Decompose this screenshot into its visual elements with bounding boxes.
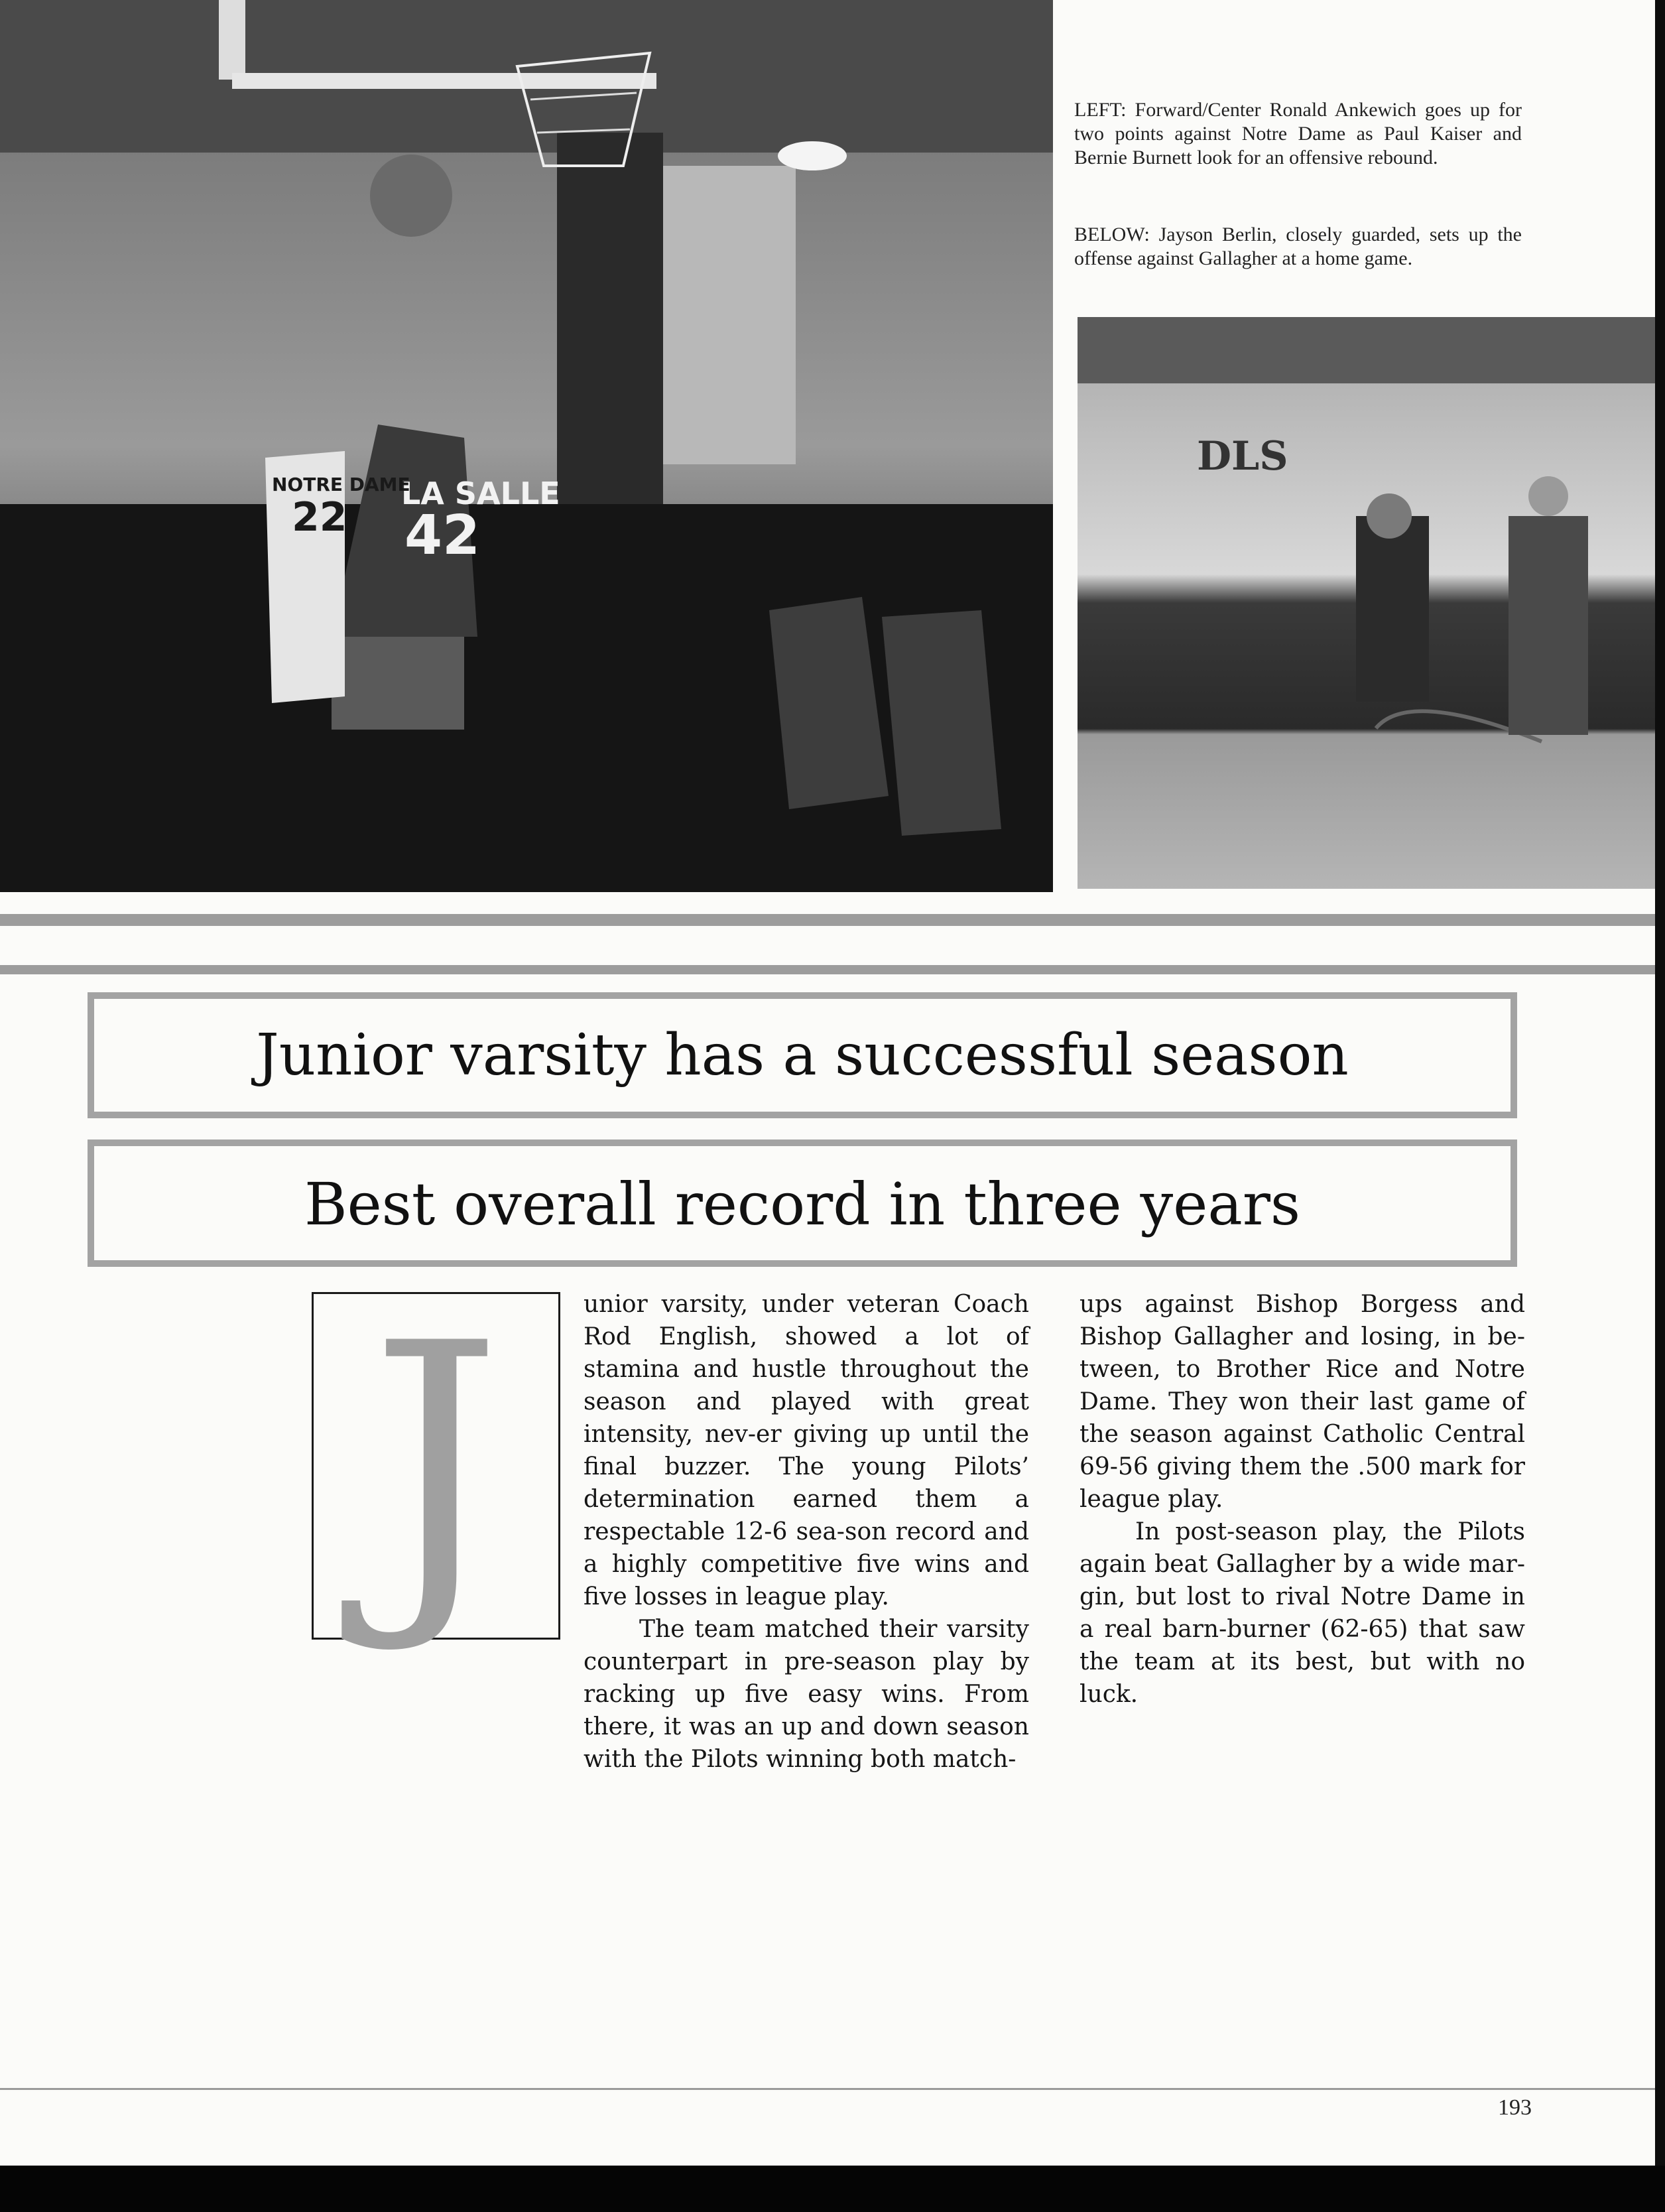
headline-box — [88, 992, 1517, 1118]
jersey-text: LA SALLE — [401, 476, 560, 511]
divider-band-top — [0, 914, 1655, 926]
article-paragraph: unior varsity, under veteran Coach Rod English, showed a lot of stamina and hustle throughout the season and played with great intensity, nev-er giving up until the final buzzer. The young Pilots’ determination earned them a respectable 12-6 sea-son record and a highly competitive five wins and five losses in league play. — [584, 1291, 1029, 1610]
drop-cap-letter: J — [369, 1273, 503, 1659]
photo-layup-image — [0, 0, 1053, 892]
scan-edge-bottom — [0, 2166, 1665, 2212]
opponent-jersey-number: 22 — [292, 494, 347, 541]
opponent-jersey-text: NOTRE DAME — [272, 474, 410, 495]
headline-title: Junior varsity has a successful season — [256, 1022, 1349, 1088]
article-paragraph: The team matched their varsity counterpart in pre-season play by racking up five easy wins. From there, it was an up and down season with the Pilots winning both match- — [584, 1616, 1029, 1773]
headline-subtitle: Best overall record in three years — [304, 1170, 1301, 1238]
article-paragraph: ups against Bishop Borgess and Bishop Gallagher and losing, in be-tween, to Brother Rice and Notre Dame. They won their last game of the season against Catholic Central 69-56 giving them the .500 mark for league play. — [1079, 1291, 1525, 1513]
article-paragraph: In post-season play, the Pilots again beat Gallagher by a wide mar-gin, but lost to rival Notre Dame in a real barn-burner (62-65) that saw the team at its best, but with no luck. — [1079, 1518, 1525, 1708]
photo-dribble — [1078, 317, 1655, 889]
subheadline-box — [88, 1139, 1517, 1267]
divider-band-bottom — [0, 965, 1655, 974]
page-number: 193 — [1498, 2095, 1532, 2120]
caption-below-photo: BELOW: Jayson Berlin, closely guarded, sets up the offense against Gallagher at a home game. — [1074, 224, 1522, 269]
photo-dribble-image — [1078, 317, 1655, 889]
article-column-2 — [1079, 1288, 1525, 1711]
drop-cap-box — [312, 1273, 560, 1659]
jersey-number: 42 — [404, 504, 481, 567]
scan-edge-right — [1655, 0, 1665, 2166]
photo-layup — [0, 0, 1053, 892]
footer-rule — [0, 2088, 1655, 2090]
article-column-1 — [584, 1288, 1029, 1776]
wall-logo: DLS — [1197, 433, 1288, 480]
caption-left-photo: LEFT: Forward/Center Ronald Ankewich goes up for two points against Notre Dame as Paul Kaiser and Bernie Burnett look for an offensive rebound. — [1074, 99, 1522, 168]
